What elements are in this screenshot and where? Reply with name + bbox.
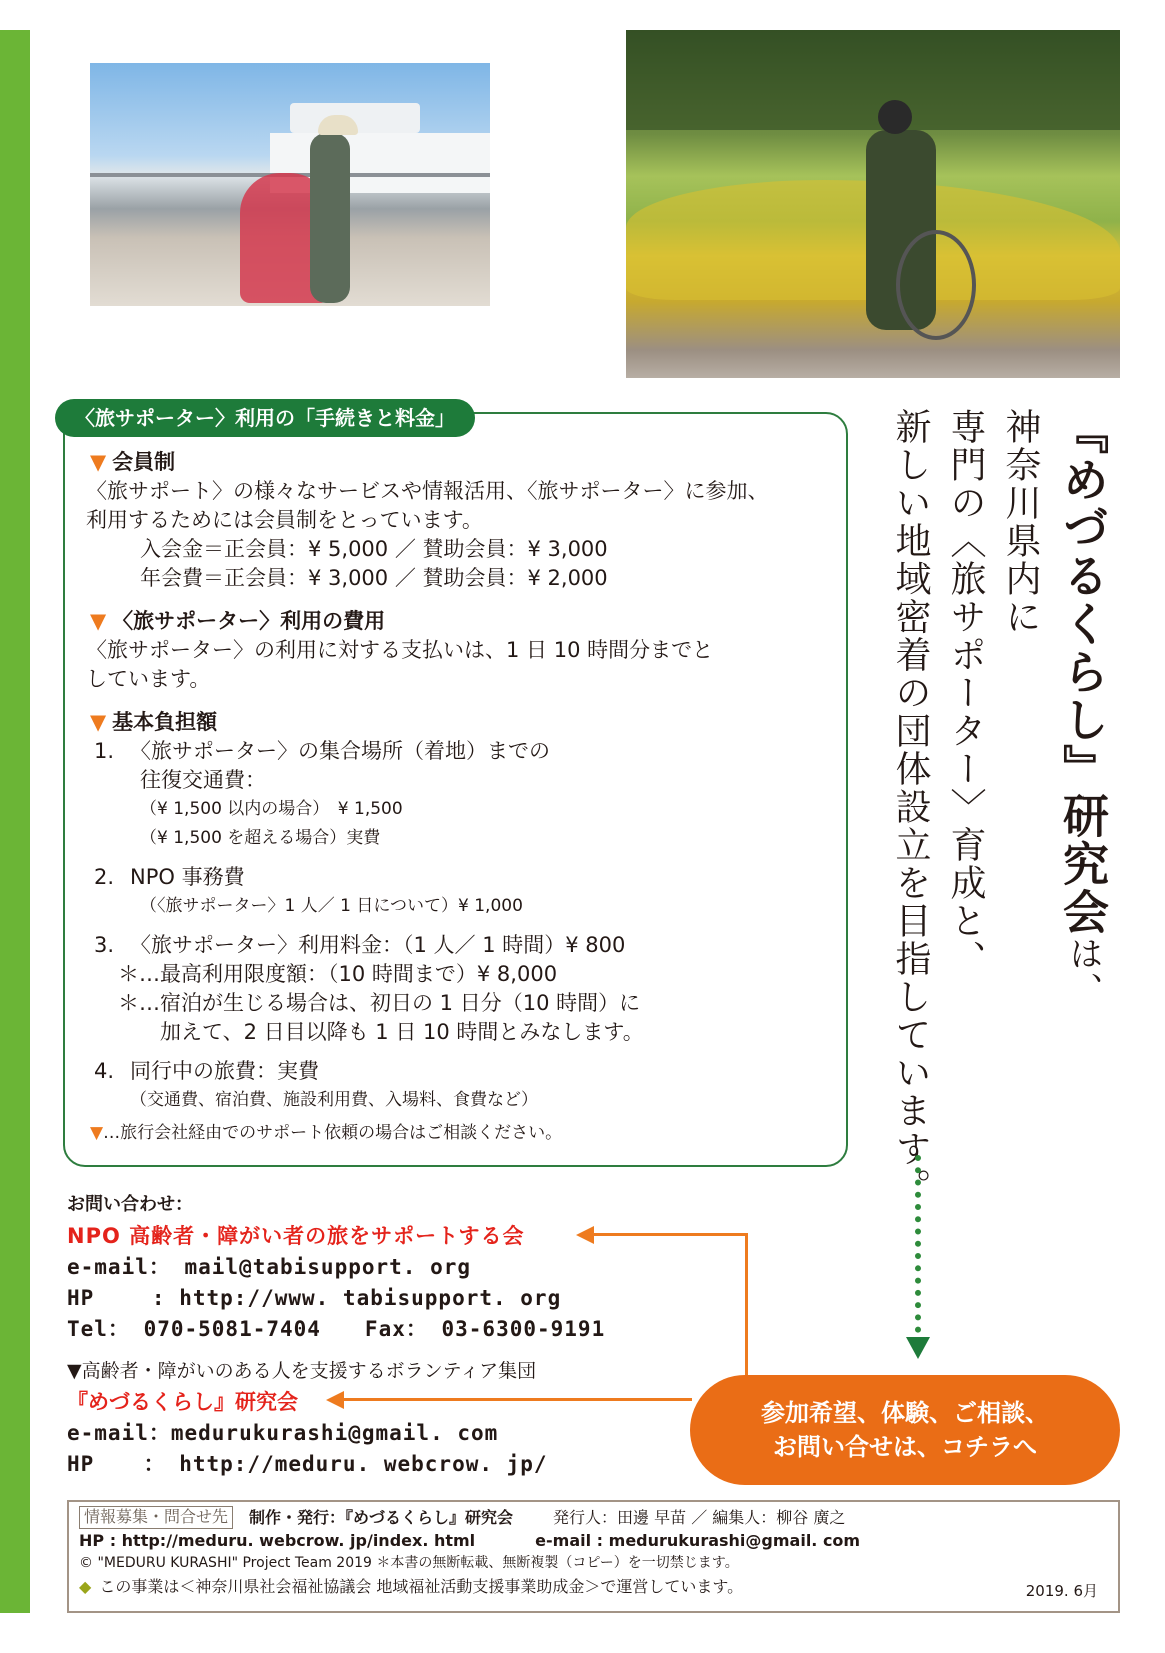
- contact-label: お問い合わせ：: [67, 1194, 193, 1215]
- section-usage-cost-heading: [90, 607, 835, 636]
- fee-entry: 入会金＝正会員：¥ 5,000 ／ 賛助会員：¥ 3,000: [140, 537, 608, 561]
- contact-callout: [690, 1375, 1120, 1485]
- org2-name: 『めづるくらし』研究会: [67, 1390, 298, 1414]
- triangle-icon: ▼: [90, 1123, 104, 1143]
- triangle-icon: ▼: [90, 710, 107, 734]
- footer-row-2: [79, 1529, 1108, 1552]
- footer-box: [67, 1500, 1120, 1613]
- headline-col-4: 新しい地域密着の団体設立を目指しています。: [890, 408, 931, 1206]
- publisher: 発行人：田邊 早苗 ／ 編集人：柳谷 廣之: [553, 1508, 846, 1527]
- dotted-arrow-line: [915, 1155, 921, 1345]
- heading-text: 〈旅サポーター〉利用の費用: [112, 609, 386, 633]
- triangle-icon: ▼: [90, 609, 107, 633]
- callout-line: お問い合せは、コチラへ: [773, 1433, 1037, 1461]
- headline-col-1: [1050, 408, 1116, 1008]
- heading-text: 基本負担額: [112, 710, 218, 734]
- list-item-sub: （〈旅サポーター〉1 人／ 1 日について）¥ 1,000: [140, 896, 523, 916]
- fee-annual: 年会費＝正会員：¥ 3,000 ／ 賛助会員：¥ 2,000: [140, 566, 608, 590]
- org1-hp[interactable]: HP : http://www. tabisupport. org: [67, 1286, 562, 1310]
- arrow-left-icon: [576, 1226, 594, 1244]
- list-item-sub: 加えて、2 日目以降も 1 日 10 時間とみなします。: [160, 1020, 644, 1044]
- list-item-sub: （¥ 1,500 以内の場合） ¥ 1,500: [140, 799, 403, 819]
- connector-line: [340, 1398, 692, 1401]
- membership-text: 〈旅サポート〉の様々なサービスや情報活用、〈旅サポーター〉に参加、: [86, 479, 769, 503]
- headline-col-2: 神奈川県内に: [1000, 408, 1041, 636]
- group-name: 『めづるくらし』研究会: [1056, 408, 1110, 936]
- info-body: [86, 448, 835, 1148]
- org2-desc: ▼高齢者・障がいのある人を支援するボランティア集団: [67, 1360, 537, 1382]
- section-basic-cost-heading: [90, 708, 835, 737]
- headline-col-3: 専門の〈旅サポーター〉育成と、: [945, 408, 986, 978]
- usage-text: しています。: [86, 667, 211, 691]
- triangle-icon: ▼: [90, 450, 107, 474]
- footer-row-1: [79, 1506, 1108, 1529]
- harbor-photo: [90, 63, 490, 306]
- footer-email[interactable]: e-mail : medurukurashi@gmail. com: [535, 1531, 861, 1550]
- info-tag: 情報募集・問合せ先: [79, 1506, 233, 1529]
- footer-hp[interactable]: HP : http://meduru. webcrow. jp/index. html: [79, 1531, 476, 1550]
- arrow-down-icon: [906, 1337, 930, 1359]
- list-item: 4. 同行中の旅費：実費: [94, 1059, 319, 1083]
- connector-line: [590, 1233, 747, 1236]
- org2-email[interactable]: e-mail：medurukurashi@gmail. com: [67, 1421, 499, 1445]
- copyright: © "MEDURU KURASHI" Project Team 2019 ＊本書の無断転載、無断複製（コピー）を一切禁じます。: [79, 1555, 739, 1571]
- park-photo: [626, 30, 1120, 378]
- org2-hp[interactable]: HP ： http://meduru. webcrow. jp/: [67, 1452, 548, 1476]
- org1-tel: Tel： 070-5081-7404 Fax： 03-6300-9191: [67, 1317, 606, 1341]
- org1-email[interactable]: e-mail： mail@tabisupport. org: [67, 1255, 472, 1279]
- issue-date: 2019. 6月: [1025, 1582, 1098, 1600]
- list-item-sub: ＊…最高利用限度額：（10 時間まで）¥ 8,000: [118, 962, 558, 986]
- diamond-icon: ◆: [79, 1577, 92, 1596]
- callout-line: 参加希望、体験、ご相談、: [761, 1399, 1049, 1427]
- list-item-sub: ＊…宿泊が生じる場合は、初日の 1 日分（10 時間）に: [118, 991, 641, 1015]
- membership-text: 利用するためには会員制をとっています。: [86, 508, 483, 532]
- heading-text: 会員制: [112, 450, 176, 474]
- footer-row-4: [79, 1575, 1108, 1598]
- usage-text: 〈旅サポーター〉の利用に対する支払いは、1 日 10 時間分までと: [86, 638, 714, 662]
- list-item-sub: （交通費、宿泊費、施設利用費、入場料、食費など）: [130, 1090, 538, 1110]
- list-item-sub: （¥ 1,500 を超える場合）実費: [140, 828, 381, 848]
- info-title-tab: 〈旅サポーター〉利用の「手続きと料金」: [55, 399, 475, 437]
- left-green-bar: [0, 30, 30, 1613]
- list-item-text: 往復交通費：: [140, 768, 266, 792]
- particle: は、: [1063, 936, 1103, 1008]
- producer: 制作・発行：『めづるくらし』研究会: [249, 1508, 514, 1527]
- list-item: 3. 〈旅サポーター〉利用料金：（1 人／ 1 時間）¥ 800: [94, 933, 626, 957]
- funding-note: この事業は＜神奈川県社会福祉協議会 地域福祉活動支援事業助成金＞で運営しています。: [99, 1577, 744, 1596]
- list-item: 1. 〈旅サポーター〉の集合場所（着地）までの: [94, 739, 550, 763]
- arrow-left-icon: [326, 1391, 344, 1409]
- note: ▼…旅行会社経由でのサポート依頼の場合はご相談ください。: [90, 1123, 563, 1143]
- org1-name: NPO 高齢者・障がい者の旅をサポートする会: [67, 1224, 525, 1248]
- list-item: 2. NPO 事務費: [94, 865, 245, 889]
- section-membership-heading: [90, 448, 835, 477]
